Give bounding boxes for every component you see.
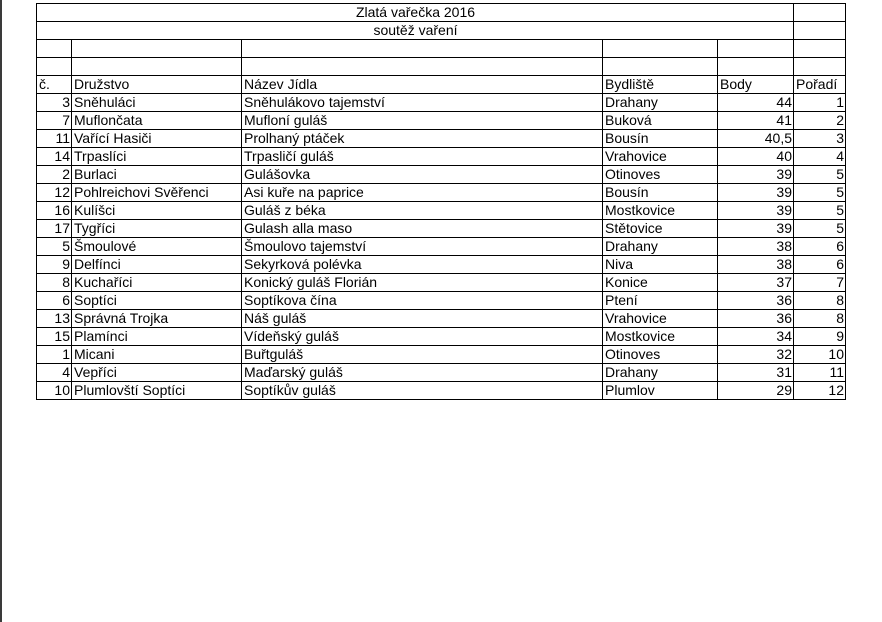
- team-number-cell: 1: [37, 346, 72, 364]
- empty-cell: [37, 40, 72, 58]
- team-number-cell: 11: [37, 130, 72, 148]
- dish-name-cell: Guláš z béka: [242, 202, 603, 220]
- results-table: [36, 3, 846, 400]
- town-cell: Stětovice: [603, 220, 718, 238]
- town-cell: Niva: [603, 256, 718, 274]
- points-cell: 34: [718, 328, 794, 346]
- empty-row: [37, 58, 846, 76]
- team-number-cell: 6: [37, 292, 72, 310]
- team-name-cell: Micani: [72, 346, 242, 364]
- team-number-cell: 12: [37, 184, 72, 202]
- table-row: [37, 166, 846, 184]
- rank-cell: 11: [794, 364, 846, 382]
- empty-cell: [603, 58, 718, 76]
- team-number-cell: 16: [37, 202, 72, 220]
- header-number: č.: [37, 76, 72, 94]
- table-row: [37, 328, 846, 346]
- points-cell: 39: [718, 184, 794, 202]
- town-cell: Plumlov: [603, 382, 718, 400]
- empty-row: [37, 40, 846, 58]
- town-cell: Mostkovice: [603, 202, 718, 220]
- team-name-cell: Soptíci: [72, 292, 242, 310]
- town-cell: Otinoves: [603, 166, 718, 184]
- table-row: [37, 346, 846, 364]
- points-cell: 31: [718, 364, 794, 382]
- rank-cell: 9: [794, 328, 846, 346]
- table-row: [37, 148, 846, 166]
- team-number-cell: 2: [37, 166, 72, 184]
- empty-cell: [72, 40, 242, 58]
- points-cell: 39: [718, 166, 794, 184]
- header-town: Bydliště: [603, 76, 718, 94]
- rank-cell: 8: [794, 310, 846, 328]
- table-row: [37, 274, 846, 292]
- dish-name-cell: Prolhaný ptáček: [242, 130, 603, 148]
- town-cell: Drahany: [603, 364, 718, 382]
- town-cell: Vrahovice: [603, 310, 718, 328]
- empty-cell: [794, 58, 846, 76]
- team-number-cell: 13: [37, 310, 72, 328]
- table-row: [37, 220, 846, 238]
- team-name-cell: Plumlovští Soptíci: [72, 382, 242, 400]
- points-cell: 44: [718, 94, 794, 112]
- header-rank: Pořadí: [794, 76, 846, 94]
- team-number-cell: 15: [37, 328, 72, 346]
- team-name-cell: Kulíšci: [72, 202, 242, 220]
- town-cell: Bousín: [603, 184, 718, 202]
- dish-name-cell: Buřtguláš: [242, 346, 603, 364]
- dish-name-cell: Sněhulákovo tajemství: [242, 94, 603, 112]
- points-cell: 36: [718, 292, 794, 310]
- dish-name-cell: Soptíkův guláš: [242, 382, 603, 400]
- rank-cell: 2: [794, 112, 846, 130]
- town-cell: Otinoves: [603, 346, 718, 364]
- rank-cell: 6: [794, 238, 846, 256]
- rank-cell: 5: [794, 184, 846, 202]
- sheet-subtitle: soutěž vaření: [37, 22, 794, 40]
- table-row: [37, 130, 846, 148]
- dish-name-cell: Gulash alla maso: [242, 220, 603, 238]
- empty-cell: [242, 40, 603, 58]
- team-name-cell: Pohlreichovi Svěřenci: [72, 184, 242, 202]
- points-cell: 36: [718, 310, 794, 328]
- rank-cell: 7: [794, 274, 846, 292]
- dish-name-cell: Šmoulovo tajemství: [242, 238, 603, 256]
- empty-cell: [603, 40, 718, 58]
- header-team: Družstvo: [72, 76, 242, 94]
- dish-name-cell: Mufloní guláš: [242, 112, 603, 130]
- dish-name-cell: Gulášovka: [242, 166, 603, 184]
- rank-cell: 12: [794, 382, 846, 400]
- rank-cell: 5: [794, 202, 846, 220]
- dish-name-cell: Maďarský guláš: [242, 364, 603, 382]
- team-number-cell: 8: [37, 274, 72, 292]
- team-number-cell: 10: [37, 382, 72, 400]
- empty-cell: [794, 40, 846, 58]
- team-number-cell: 4: [37, 364, 72, 382]
- town-cell: Bousín: [603, 130, 718, 148]
- empty-cell: [718, 58, 794, 76]
- team-name-cell: Burlaci: [72, 166, 242, 184]
- team-name-cell: Vepříci: [72, 364, 242, 382]
- header-row: [37, 76, 846, 94]
- team-number-cell: 17: [37, 220, 72, 238]
- points-cell: 38: [718, 256, 794, 274]
- points-cell: 29: [718, 382, 794, 400]
- table-row: [37, 256, 846, 274]
- dish-name-cell: Náš guláš: [242, 310, 603, 328]
- rank-cell: 5: [794, 220, 846, 238]
- points-cell: 37: [718, 274, 794, 292]
- rank-cell: 10: [794, 346, 846, 364]
- points-cell: 32: [718, 346, 794, 364]
- town-cell: Ptení: [603, 292, 718, 310]
- team-name-cell: Muflončata: [72, 112, 242, 130]
- rank-cell: 4: [794, 148, 846, 166]
- town-cell: Drahany: [603, 238, 718, 256]
- town-cell: Mostkovice: [603, 328, 718, 346]
- empty-cell: [72, 58, 242, 76]
- dish-name-cell: Sekyrková polévka: [242, 256, 603, 274]
- points-cell: 41: [718, 112, 794, 130]
- team-name-cell: Tygříci: [72, 220, 242, 238]
- dish-name-cell: Konický guláš Florián: [242, 274, 603, 292]
- empty-cell: [794, 4, 846, 22]
- points-cell: 38: [718, 238, 794, 256]
- team-name-cell: Vařící Hasiči: [72, 130, 242, 148]
- points-cell: 39: [718, 220, 794, 238]
- table-row: [37, 310, 846, 328]
- header-dish: Název Jídla: [242, 76, 603, 94]
- town-cell: Buková: [603, 112, 718, 130]
- team-name-cell: Trpaslíci: [72, 148, 242, 166]
- dish-name-cell: Vídeňský guláš: [242, 328, 603, 346]
- team-name-cell: Správná Trojka: [72, 310, 242, 328]
- page-edge-line: [0, 0, 2, 622]
- empty-cell: [37, 58, 72, 76]
- team-name-cell: Sněhuláci: [72, 94, 242, 112]
- subtitle-row: [37, 22, 846, 40]
- team-number-cell: 3: [37, 94, 72, 112]
- points-cell: 40,5: [718, 130, 794, 148]
- town-cell: Drahany: [603, 94, 718, 112]
- points-cell: 40: [718, 148, 794, 166]
- team-name-cell: Šmoulové: [72, 238, 242, 256]
- team-name-cell: Delfínci: [72, 256, 242, 274]
- empty-cell: [242, 58, 603, 76]
- rank-cell: 3: [794, 130, 846, 148]
- table-row: [37, 94, 846, 112]
- team-number-cell: 7: [37, 112, 72, 130]
- header-points: Body: [718, 76, 794, 94]
- rank-cell: 8: [794, 292, 846, 310]
- table-row: [37, 112, 846, 130]
- table-row: [37, 364, 846, 382]
- empty-cell: [718, 40, 794, 58]
- town-cell: Vrahovice: [603, 148, 718, 166]
- rank-cell: 1: [794, 94, 846, 112]
- dish-name-cell: Asi kuře na paprice: [242, 184, 603, 202]
- title-row: [37, 4, 846, 22]
- team-number-cell: 5: [37, 238, 72, 256]
- table-row: [37, 238, 846, 256]
- table-row: [37, 184, 846, 202]
- dish-name-cell: Soptíkova čína: [242, 292, 603, 310]
- table-row: [37, 202, 846, 220]
- points-cell: 39: [718, 202, 794, 220]
- sheet-title: Zlatá vařečka 2016: [37, 4, 794, 22]
- rank-cell: 6: [794, 256, 846, 274]
- table-row: [37, 382, 846, 400]
- team-name-cell: Kuchaříci: [72, 274, 242, 292]
- rank-cell: 5: [794, 166, 846, 184]
- team-name-cell: Plamínci: [72, 328, 242, 346]
- team-number-cell: 9: [37, 256, 72, 274]
- dish-name-cell: Trpasličí guláš: [242, 148, 603, 166]
- town-cell: Konice: [603, 274, 718, 292]
- empty-cell: [794, 22, 846, 40]
- team-number-cell: 14: [37, 148, 72, 166]
- table-row: [37, 292, 846, 310]
